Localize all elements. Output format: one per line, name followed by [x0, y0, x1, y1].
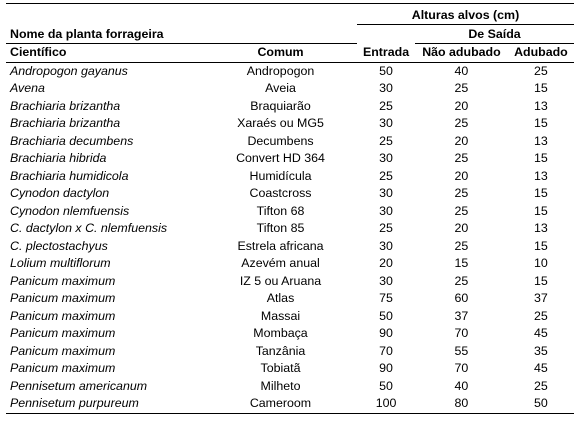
- cell-adubado: 13: [534, 98, 548, 113]
- header-comum: Comum: [204, 44, 357, 63]
- table-row: [6, 273, 574, 291]
- cell-nao-adubado: 37: [454, 308, 469, 323]
- cell-cientifico: Lolium multiflorum: [10, 256, 111, 270]
- cell-adubado: 15: [534, 81, 548, 95]
- cell-comum: Azevém anual: [241, 256, 320, 270]
- cell-adubado: 45: [534, 326, 548, 340]
- cell-nao-adubado: 70: [454, 326, 469, 340]
- cell-adubado: 15: [534, 186, 548, 200]
- cell-entrada: 30: [379, 273, 393, 288]
- table-row: [6, 133, 574, 151]
- cell-adubado: 15: [534, 238, 548, 253]
- cell-comum: Xaraés ou MG5: [237, 116, 324, 130]
- cell-comum: Tobiatã: [260, 361, 301, 375]
- table-row: [6, 98, 574, 116]
- cell-nao-adubado: 20: [454, 168, 469, 183]
- cell-comum: Tanzânia: [255, 343, 306, 358]
- cell-comum: Tifton 68: [256, 203, 305, 218]
- header-entrada: Entrada: [357, 44, 415, 63]
- cell-entrada: 50: [379, 308, 393, 323]
- header-nome-planta: Nome da planta forrageira: [6, 25, 357, 44]
- cell-cientifico: C. dactylon x C. nlemfuensis: [10, 221, 168, 235]
- cell-cientifico: Panicum maximum: [10, 308, 116, 323]
- cell-cientifico: Avena: [10, 81, 45, 95]
- cell-nao-adubado: 25: [454, 273, 469, 288]
- table-row: [6, 290, 574, 308]
- cell-entrada: 50: [379, 378, 393, 393]
- cell-comum: Mombaça: [253, 326, 308, 340]
- cell-entrada: 30: [379, 203, 393, 218]
- cell-adubado: 15: [534, 151, 548, 165]
- cell-entrada: 30: [379, 186, 393, 200]
- cell-adubado: 25: [534, 308, 548, 323]
- cell-entrada: 50: [379, 63, 393, 78]
- cell-adubado: 35: [534, 343, 548, 358]
- cell-cientifico: Pennisetum americanum: [10, 378, 148, 393]
- table-row: [6, 308, 574, 326]
- table-row: [6, 203, 574, 221]
- cell-nao-adubado: 80: [415, 395, 508, 413]
- cell-entrada: 25: [379, 133, 393, 148]
- cell-nao-adubado: 25: [454, 186, 469, 200]
- header-empty-1: [6, 4, 204, 25]
- cell-adubado: 15: [534, 116, 548, 130]
- cell-nao-adubado: 70: [454, 361, 469, 375]
- cell-nao-adubado: 25: [454, 238, 469, 253]
- cell-cientifico: Brachiaria hibrida: [10, 151, 107, 165]
- cell-comum: IZ 5 ou Aruana: [239, 273, 322, 288]
- cell-entrada: 20: [379, 256, 393, 270]
- cell-nao-adubado: 20: [454, 133, 469, 148]
- table-row: [6, 343, 574, 361]
- cell-entrada: 30: [379, 238, 393, 253]
- cell-cientifico: Pennisetum purpureum: [6, 395, 204, 413]
- cell-comum: Cameroom: [204, 395, 357, 413]
- header-row-2: [6, 25, 574, 44]
- cell-entrada: 100: [357, 395, 415, 413]
- cell-cientifico: Brachiaria brizantha: [10, 98, 121, 113]
- cell-cientifico: Panicum maximum: [10, 361, 116, 375]
- forage-height-table: [6, 3, 574, 414]
- cell-entrada: 25: [379, 221, 393, 235]
- table-row: [6, 150, 574, 168]
- cell-comum: Humidícula: [249, 168, 312, 183]
- cell-comum: Estrela africana: [237, 238, 324, 253]
- cell-nao-adubado: 40: [454, 378, 469, 393]
- table-row: [6, 238, 574, 256]
- table-row: [6, 115, 574, 133]
- cell-cientifico: C. plectostachyus: [10, 238, 108, 253]
- table-row: [6, 62, 574, 80]
- cell-adubado: 37: [534, 291, 548, 305]
- header-empty-3: [357, 25, 415, 44]
- table-row: [6, 185, 574, 203]
- cell-entrada: 75: [379, 291, 393, 305]
- cell-cientifico: Brachiaria humidicola: [10, 168, 129, 183]
- cell-comum: Convert HD 364: [236, 151, 325, 165]
- cell-cientifico: Brachiaria decumbens: [10, 133, 134, 148]
- cell-entrada: 30: [379, 116, 393, 130]
- table-row: [6, 255, 574, 273]
- cell-adubado: 25: [534, 378, 548, 393]
- cell-adubado: 50: [508, 395, 574, 413]
- table-row: [6, 325, 574, 343]
- cell-cientifico: Panicum maximum: [10, 343, 116, 358]
- header-row-3: [6, 44, 574, 63]
- header-empty-2: [204, 4, 357, 25]
- cell-adubado: 15: [534, 203, 548, 218]
- table-header: [6, 4, 574, 63]
- cell-entrada: 70: [379, 343, 393, 358]
- table-row: [6, 360, 574, 378]
- cell-comum: Coastcross: [249, 186, 312, 200]
- header-cientifico: Científico: [6, 44, 204, 63]
- cell-comum: Massai: [260, 308, 301, 323]
- cell-nao-adubado: 40: [454, 63, 469, 78]
- cell-cientifico: Cynodon nlemfuensis: [10, 203, 130, 218]
- cell-adubado: 13: [534, 221, 548, 235]
- cell-nao-adubado: 25: [454, 81, 469, 95]
- cell-entrada: 30: [379, 81, 393, 95]
- cell-entrada: 90: [379, 326, 393, 340]
- cell-nao-adubado: 60: [454, 291, 469, 305]
- table-row: [6, 80, 574, 98]
- cell-cientifico: Cynodon dactylon: [10, 186, 110, 200]
- cell-nao-adubado: 15: [454, 256, 469, 270]
- cell-cientifico: Panicum maximum: [10, 291, 116, 305]
- cell-adubado: 10: [534, 256, 548, 270]
- table-row: [6, 168, 574, 186]
- cell-adubado: 13: [534, 133, 548, 148]
- header-nao-adubado: Não adubado: [415, 44, 508, 63]
- cell-adubado: 13: [534, 168, 548, 183]
- header-de-saida: De Saída: [415, 25, 574, 44]
- header-row-1: [6, 4, 574, 25]
- cell-cientifico: Panicum maximum: [10, 273, 116, 288]
- cell-comum: Milheto: [260, 378, 301, 393]
- cell-comum: Andropogon: [246, 63, 315, 78]
- cell-adubado: 15: [534, 273, 548, 288]
- table-row: [6, 395, 574, 413]
- table-row: [6, 220, 574, 238]
- cell-entrada: 25: [379, 168, 393, 183]
- header-adubado: Adubado: [508, 44, 574, 63]
- header-alturas-alvos: Alturas alvos (cm): [357, 4, 574, 25]
- cell-cientifico: Panicum maximum: [10, 326, 116, 340]
- cell-nao-adubado: 25: [454, 116, 469, 130]
- cell-cientifico: Andropogon gayanus: [10, 63, 128, 78]
- cell-entrada: 30: [379, 151, 393, 165]
- cell-entrada: 90: [379, 361, 393, 375]
- cell-comum: Atlas: [266, 291, 295, 305]
- table-body: [6, 62, 574, 413]
- cell-adubado: 25: [534, 63, 548, 78]
- cell-comum: Aveia: [265, 81, 296, 95]
- cell-nao-adubado: 20: [454, 221, 469, 235]
- cell-nao-adubado: 55: [454, 343, 469, 358]
- cell-comum: Tifton 85: [256, 221, 305, 235]
- cell-entrada: 25: [379, 98, 393, 113]
- cell-nao-adubado: 25: [454, 151, 469, 165]
- cell-nao-adubado: 20: [454, 98, 469, 113]
- cell-cientifico: Brachiaria brizantha: [10, 116, 121, 130]
- cell-comum: Braquiarão: [250, 98, 311, 113]
- cell-adubado: 45: [534, 361, 548, 375]
- cell-nao-adubado: 25: [454, 203, 469, 218]
- table-row: [6, 378, 574, 396]
- cell-comum: Decumbens: [247, 133, 314, 148]
